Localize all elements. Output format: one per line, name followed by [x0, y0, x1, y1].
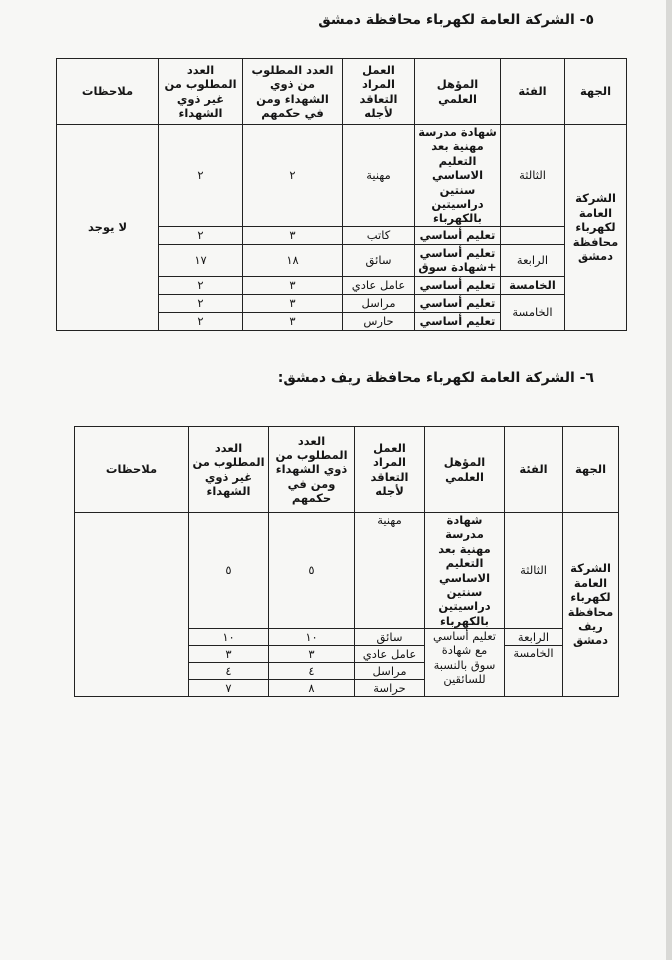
job-cell: مهنية	[355, 513, 425, 629]
others-count-cell: ٢	[159, 312, 243, 330]
qualification-cell: تعليم أساسي	[415, 226, 501, 244]
category-cell: الرابعة	[505, 629, 563, 646]
header-notes: ملاحظات	[57, 59, 159, 125]
others-count-cell: ١٠	[189, 629, 269, 646]
header-job: العمل المراد التعاقد لأجله	[355, 427, 425, 513]
header-entity: الجهة	[563, 427, 619, 513]
category-cell: الخامسة	[501, 276, 565, 294]
martyrs-count-cell: ٨	[269, 680, 355, 697]
qualification-cell: تعليم أساسي	[415, 276, 501, 294]
others-count-cell: ٢	[159, 276, 243, 294]
header-qualification: المؤهل العلمي	[415, 59, 501, 125]
martyrs-count-cell: ٢	[243, 125, 343, 227]
qualification-cell: شهادة مدرسة مهنية بعد التعليم الاساسي سنتين دراسيتين بالكهرباء	[415, 125, 501, 227]
others-count-cell: ٧	[189, 680, 269, 697]
others-count-cell: ٣	[189, 646, 269, 663]
others-count-cell: ٢	[159, 226, 243, 244]
qualification-cell: تعليم أساسي +شهادة سوق	[415, 244, 501, 276]
others-count-cell: ٥	[189, 513, 269, 629]
others-count-cell: ٢	[159, 294, 243, 312]
table-row	[57, 125, 627, 227]
entity-cell: الشركة العامة لكهرباء محافظة دمشق	[565, 125, 627, 331]
job-cell: حارس	[343, 312, 415, 330]
header-qualification: المؤهل العلمي	[425, 427, 505, 513]
section-6-title: ٦- الشركة العامة لكهرباء محافظة ريف دمشق:	[277, 370, 594, 386]
martyrs-count-cell: ٣	[269, 646, 355, 663]
job-cell: عامل عادي	[355, 646, 425, 663]
page-edge	[666, 0, 672, 960]
header-job: العمل المراد التعاقد لأجله	[343, 59, 415, 125]
job-cell: حراسة	[355, 680, 425, 697]
martyrs-count-cell: ٤	[269, 663, 355, 680]
header-martyrs-count: العدد المطلوب من ذوي الشهداء ومن في حكمهم	[269, 427, 355, 513]
job-cell: مراسل	[343, 294, 415, 312]
header-others-count: العدد المطلوب من غير ذوي الشهداء	[159, 59, 243, 125]
header-category: الفئة	[501, 59, 565, 125]
section-6-table	[74, 426, 619, 697]
martyrs-count-cell: ١٨	[243, 244, 343, 276]
notes-cell	[75, 513, 189, 697]
header-others-count: العدد المطلوب من غير ذوي الشهداء	[189, 427, 269, 513]
section-5-title: ٥- الشركة العامة لكهرباء محافظة دمشق	[318, 12, 594, 28]
job-cell: مراسل	[355, 663, 425, 680]
header-entity: الجهة	[565, 59, 627, 125]
job-cell: مهنية	[343, 125, 415, 227]
job-cell: كاتب	[343, 226, 415, 244]
header-martyrs-count: العدد المطلوب من ذوي الشهداء ومن في حكمهم	[243, 59, 343, 125]
job-cell: سائق	[343, 244, 415, 276]
category-cell: الثالثة	[505, 513, 563, 629]
table-row	[75, 513, 619, 629]
category-cell: الخامسة	[501, 294, 565, 330]
table-header-row	[57, 59, 627, 125]
others-count-cell: ٢	[159, 125, 243, 227]
job-cell: سائق	[355, 629, 425, 646]
qualification-cell: تعليم أساسي	[415, 312, 501, 330]
qualification-cell: تعليم أساسي مع شهادة سوق بالنسبة للسائقين	[425, 629, 505, 697]
category-cell: الخامسة	[505, 646, 563, 697]
entity-cell: الشركة العامة لكهرباء محافظة ريف دمشق	[563, 513, 619, 697]
martyrs-count-cell: ٣	[243, 312, 343, 330]
header-notes: ملاحظات	[75, 427, 189, 513]
table-header-row	[75, 427, 619, 513]
qualification-cell: شهادة مدرسة مهنية بعد التعليم الاساسي سنتين دراسيتين بالكهرباء	[425, 513, 505, 629]
martyrs-count-cell: ٥	[269, 513, 355, 629]
header-category: الفئة	[505, 427, 563, 513]
job-cell: عامل عادي	[343, 276, 415, 294]
notes-cell: لا يوجد	[57, 125, 159, 331]
martyrs-count-cell: ١٠	[269, 629, 355, 646]
qualification-cell: تعليم أساسي	[415, 294, 501, 312]
category-cell: الثالثة	[501, 125, 565, 227]
martyrs-count-cell: ٣	[243, 226, 343, 244]
category-cell: الرابعة	[501, 244, 565, 276]
section-5-table	[56, 58, 627, 331]
martyrs-count-cell: ٣	[243, 294, 343, 312]
martyrs-count-cell: ٣	[243, 276, 343, 294]
others-count-cell: ١٧	[159, 244, 243, 276]
category-cell-empty	[501, 226, 565, 244]
others-count-cell: ٤	[189, 663, 269, 680]
